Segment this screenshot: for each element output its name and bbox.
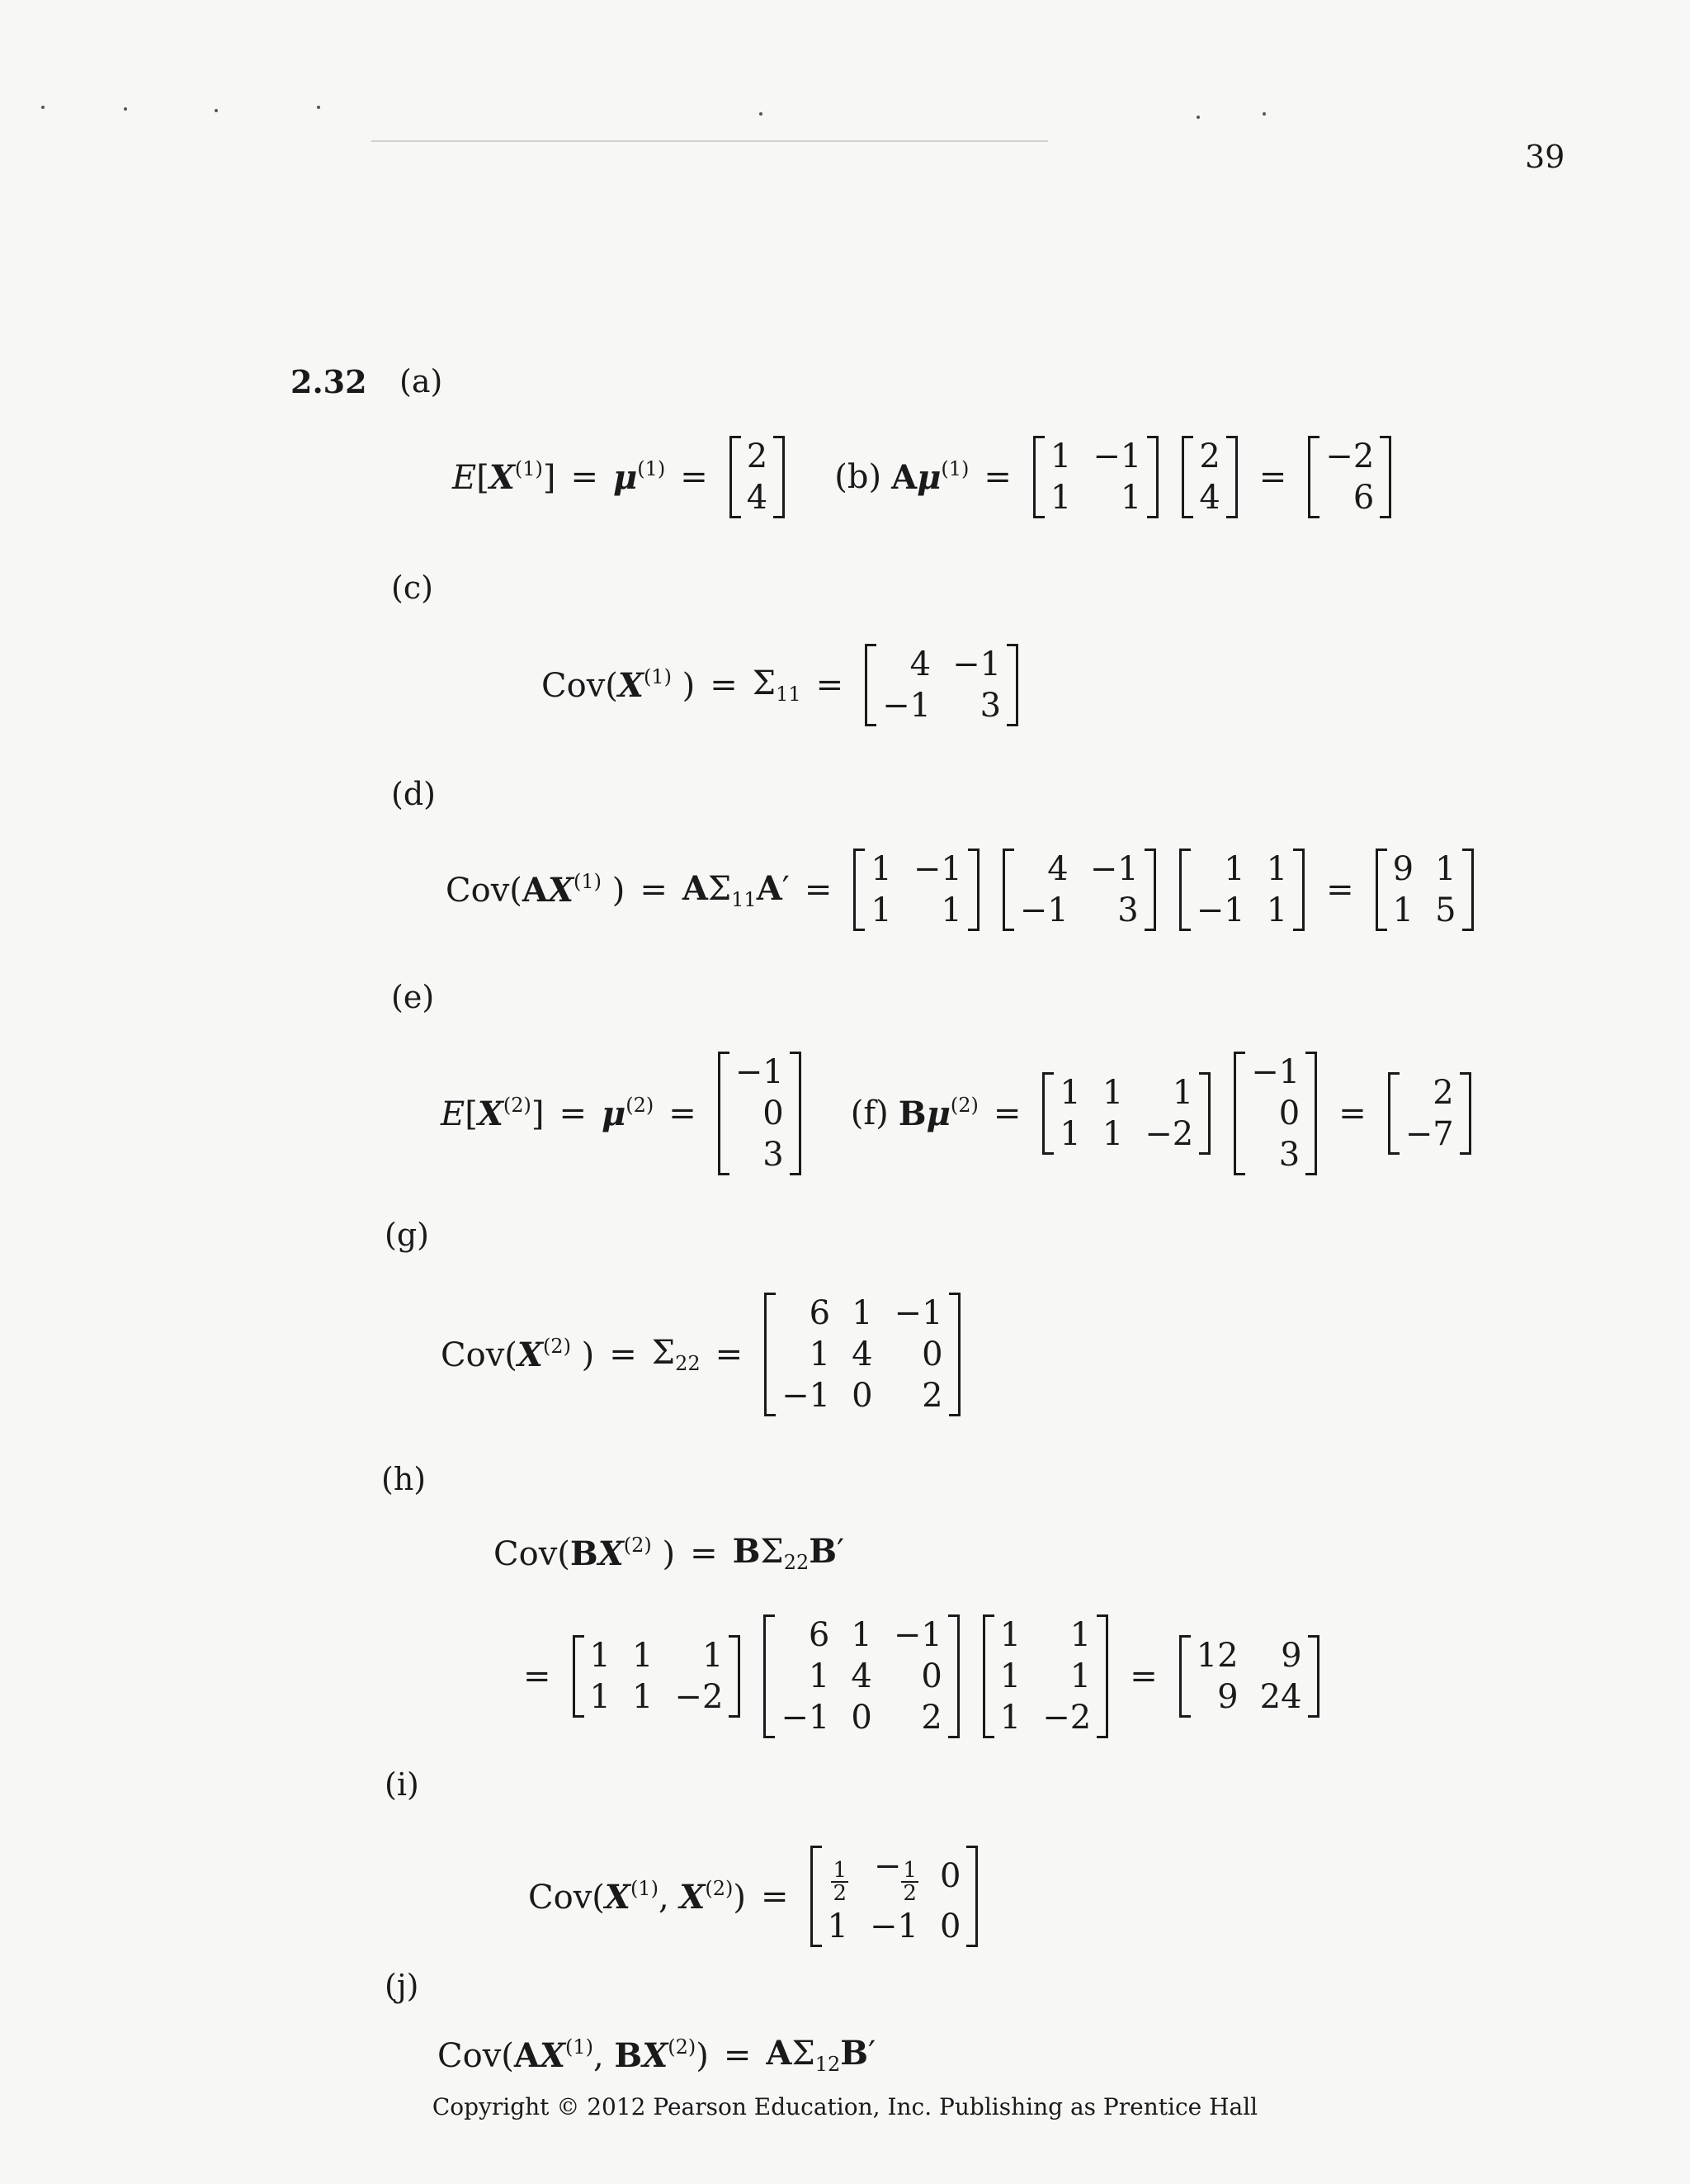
matrix-A-mu1: −2 6 <box>1308 436 1391 518</box>
matrix-result-h: 12 9 9 24 <box>1179 1635 1319 1718</box>
part-d-label: (d) <box>391 776 436 812</box>
part-g-label: (g) <box>385 1217 429 1253</box>
matrix-mu1: 2 4 <box>1182 436 1237 518</box>
copyright-notice: Copyright © 2012 Pearson Education, Inc. Publishing as Prentice Hall <box>432 2093 1258 2120</box>
matrix-B-mu2: 2 −7 <box>1388 1072 1471 1155</box>
scan-line <box>371 140 1048 142</box>
part-c-label: (c) <box>391 570 433 606</box>
matrix-mu2: −1 0 3 <box>718 1052 801 1175</box>
equation-d: Cov(AX$^{(1)}$ ) = $A\Sigma_{11}A'$ = 1 −1 1 1 4 −1 −1 3 1 1 −1 1 = 9 1 1 5 <box>446 849 1480 931</box>
scan-speck <box>124 107 127 111</box>
matrix-B: 1 1 1 1 1 −2 <box>573 1635 741 1718</box>
part-i-label: (i) <box>385 1766 419 1803</box>
matrix-Sigma11: 4 −1 −1 3 <box>1003 849 1156 931</box>
matrix-mu1: 2 4 <box>729 436 785 518</box>
page-number: 39 <box>1525 139 1565 175</box>
scan-speck <box>215 109 218 112</box>
equation-i: $Cov(X^{(1)}$, $X^{(2)}$) = $\frac{1}{2}$ − $\frac{1}{2}$ 0 1 −1 0 <box>528 1846 984 1947</box>
matrix-A: 1 −1 1 1 <box>853 849 979 931</box>
part-j-label: (j) <box>385 1968 419 2004</box>
part-a-label: (a) <box>399 363 443 399</box>
matrix-B: 1 1 1 1 1 −2 <box>1042 1072 1211 1155</box>
part-f-label: (f) <box>850 1094 889 1132</box>
matrix-A-transpose: 1 1 −1 1 <box>1179 849 1305 931</box>
scan-speck <box>759 112 762 116</box>
equation-g: $Cov(X^{(2)}$ ) = $\Sigma_{22}$ = 6 1 −1 1 4 0 −1 0 2 <box>441 1293 967 1416</box>
matrix-B-transpose: 1 1 1 1 1 −2 <box>983 1614 1108 1738</box>
matrix-mu2: −1 0 3 <box>1234 1052 1317 1175</box>
part-e-label: (e) <box>391 979 435 1015</box>
matrix-Sigma12: $\frac{1}{2}$ − $\frac{1}{2}$ 0 1 −1 0 <box>810 1846 979 1947</box>
part-h-label: (h) <box>381 1461 427 1497</box>
scan-speck <box>1197 116 1200 119</box>
equation-c: $Cov(X^{(1)}$ ) = $\Sigma_{11}$ = 4 −1 −1 3 <box>541 644 1025 726</box>
matrix-A: 1 −1 1 1 <box>1033 436 1159 518</box>
equation-h-line2: = 1 1 1 1 1 −2 6 1 −1 1 4 0 −1 0 2 1 1 1 1 1 −2 = 12 9 9 24 <box>518 1614 1326 1738</box>
matrix-Sigma11: 4 −1 −1 3 <box>865 644 1018 726</box>
equation-a: $E[X^{(1)}]$ = $\mu^{(1)}$ = 2 4 (b) $A\mu^{(1)}$ = 1 −1 1 1 2 4 = −2 6 <box>452 436 1398 518</box>
matrix-result-d: 9 1 1 5 <box>1376 849 1474 931</box>
equation-h-line1: Cov(BX$^{(2)}$ ) = $B\Sigma_{22}B'$ <box>493 1532 845 1574</box>
scan-speck <box>1263 112 1266 116</box>
matrix-Sigma22: 6 1 −1 1 4 0 −1 0 2 <box>764 1293 960 1416</box>
equation-j: Cov(AX$^{(1)}$, BX$^{(2)}$) = $A\Sigma_{12}B'$ <box>437 2034 876 2076</box>
scan-speck <box>317 106 320 109</box>
part-b-label: (b) <box>834 458 882 496</box>
scan-speck <box>41 106 45 109</box>
problem-number: 2.32 <box>290 363 367 400</box>
matrix-Sigma22: 6 1 −1 1 4 0 −1 0 2 <box>763 1614 959 1738</box>
equation-e: $E[X^{(2)}]$ = $\mu^{(2)}$ = −1 0 3 (f) $B\mu^{(2)}$ = 1 1 1 1 1 −2 −1 0 3 = 2 −7 <box>441 1052 1478 1175</box>
